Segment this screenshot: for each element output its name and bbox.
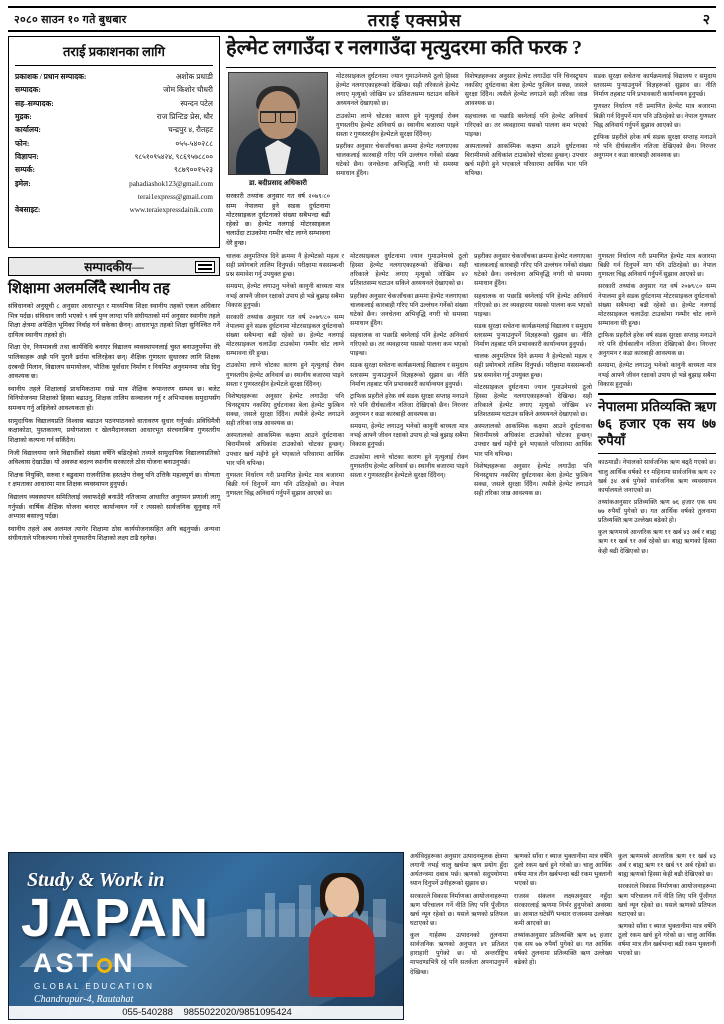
body-paragraph: समग्रमा, हेल्मेट लगाउनु भनेको कानुनी बाध्यता मात्र नभई आफ्नै जीवन रक्षाको उपाय हो भन्ने बुझाइ सबैमा विकास हुनुपर्छ। bbox=[598, 362, 716, 388]
body-paragraph: सहचालक वा पछाडि बस्नेलाई पनि हेल्मेट अनिवार्य गरिएको छ। तर व्यवहारमा यसको पालना कम भएको पाइन्छ। bbox=[474, 292, 592, 318]
ad-person-photo bbox=[299, 877, 385, 997]
article-column-1 bbox=[226, 252, 344, 856]
body-paragraph: कुल ऋणमध्ये आन्तरिक ऋण ११ खर्ब ४३ अर्ब र बाह्य ऋण ११ खर्ब ९१ अर्ब रहेको छ। बाह्य ऋणको हिस्सा केही बढी देखिएको छ। bbox=[618, 853, 716, 879]
imprint-label: विज्ञापन: bbox=[15, 152, 39, 162]
imprint-label: सह–सम्पादक: bbox=[15, 98, 54, 108]
editorial-bar bbox=[8, 257, 220, 276]
lead-paragraph: मोटरसाइकल दुर्घटनामा ज्यान गुमाउनेमध्ये ठूलो हिस्सा हेल्मेट नलगाएकाहरूको देखिन्छ। सही तरिकाले हेल्मेट लगाए मृत्युको जोखिम ४२ प्रतिशतसम्म घटाउन सकिने अध्ययनले देखाएको छ। bbox=[336, 73, 459, 108]
body-paragraph: विशेषज्ञहरूका अनुसार हेल्मेट लगाउँदा पनि चिनस्ट्र्याप नकसिए दुर्घटनाका बेला हेल्मेट फुत्किन सक्छ, जसले सुरक्षा दिँदैन। त्यसैले हेल्मेट लगाउने सही तरिका जान्न आवश्यक छ। bbox=[474, 462, 592, 497]
ad-phone-bar[interactable] bbox=[9, 1006, 404, 1019]
lead-column-4 bbox=[593, 72, 716, 248]
body-paragraph: चालक अनुमतिपत्र दिने क्रममा नै हेल्मेटको महत्व र सही प्रयोगबारे तालिम दिनुपर्छ। परीक्षामा यससम्बन्धी प्रश्न समावेश गर्नु उपयुक्त हुन्छ। bbox=[226, 253, 344, 279]
newspaper-icon bbox=[195, 261, 215, 273]
second-headline: नेपालमा प्रतिव्यक्ति ऋण ७६ हजार एक सय ७७ रुपैयाँ bbox=[598, 393, 716, 455]
email-value[interactable]: terai1express@gmail.com bbox=[137, 193, 213, 202]
bottom-column-1 bbox=[410, 852, 508, 1020]
editorial-paragraph: स्थानीय तहले शिक्षालाई प्राथमिकतामा राखे मात्र शैक्षिक रूपान्तरण सम्भव छ। बजेट विनियोजनमा शिक्षाको हिस्सा बढाउनु, शिक्षक तालिम सञ्चालन गर्नु र अभिभावक समुदायसँग समन्वय गर्नु अहिलेको आवश्यकता हो। bbox=[8, 385, 220, 413]
ad-brand-subtitle: GLOBAL EDUCATION bbox=[34, 982, 155, 991]
body-paragraph: सरकारले विकास निर्माणका आयोजनाहरूमा ऋण परिचालन गर्ने नीति लिए पनि पुँजीगत खर्च न्यून रहेको छ। यसले ऋणको प्रतिफल घटाएको छ। bbox=[410, 892, 508, 927]
lead-headline: हेल्मेट लगाउँदा र नलगाउँदा मृत्युदरमा कति फरक ? bbox=[226, 36, 716, 68]
editorial-column bbox=[8, 252, 220, 856]
imprint-value: स्पन्दन पटेल bbox=[180, 98, 213, 108]
ad-study-label: Study & Work in bbox=[27, 869, 165, 891]
body-paragraph: सडक सुरक्षा सचेतना कार्यक्रमलाई विद्यालय र समुदाय स्तरसम्म पुर्‍याउनुपर्ने विज्ञहरूको सुझाव छ। नीति निर्माण तहबाट पनि प्रभावकारी कार्यान्वयन हुनुपर्छ। bbox=[350, 362, 468, 388]
imprint-value: जोम किशोर चौधरी bbox=[163, 85, 213, 95]
newspaper-title: तराई एक्सप्रेस bbox=[367, 10, 462, 30]
body-paragraph: गुणस्तर निर्धारण गरी प्रमाणित हेल्मेट मात्र बजारमा बिक्री गर्न दिनुपर्ने माग पनि उठिरहेको छ। नेपाल गुणस्तर चिह्न अनिवार्य गर्नुपर्ने सुझाव आएको छ। bbox=[226, 471, 344, 497]
bottom-article-columns bbox=[410, 852, 716, 1020]
body-paragraph: मोटरसाइकल दुर्घटनामा ज्यान गुमाउनेमध्ये ठूलो हिस्सा हेल्मेट नलगाएकाहरूको देखिन्छ। सही तरिकाले हेल्मेट लगाए मृत्युको जोखिम ४२ प्रतिशतसम्म घटाउन सकिने अध्ययनले देखाएको छ। bbox=[350, 253, 468, 288]
ad-phone-landline[interactable]: 055-540288 bbox=[122, 1007, 173, 1018]
body-paragraph: ऋणको साँवा र ब्याज भुक्तानीमा मात्र वर्षेनि ठूलो रकम खर्च हुने गरेको छ। चालु आर्थिक वर्षमा मात्र तीन खर्बभन्दा बढी रकम भुक्तानी भएको छ। bbox=[514, 853, 612, 888]
imprint-row bbox=[15, 99, 213, 110]
body-paragraph: समग्रमा, हेल्मेट लगाउनु भनेको कानुनी बाध्यता मात्र नभई आफ्नै जीवन रक्षाको उपाय हो भन्ने बुझाइ सबैमा विकास हुनुपर्छ। bbox=[350, 423, 468, 449]
lead-paragraph: सरकारी तथ्यांक अनुसार गत वर्ष २०७९/८० सम्म नेपालमा हुने सडक दुर्घटनामा मोटरसाइकल दुर्घटनाको संख्या सबैभन्दा बढी रहेको छ। हेल्मेट नलगाई मोटरसाइकल चलाउँदा टाउकोमा गम्भीर चोट लाग्ने सम्भावना धेरै हुन्छ। bbox=[226, 193, 330, 247]
author-byline: डा. बदीप्रसाद अधिकारी bbox=[249, 179, 307, 188]
body-paragraph: कुल गार्हस्थ्य उत्पादनको तुलनामा सार्वजनिक ऋणको अनुपात ४१ प्रतिशत हाराहारी पुगेको छ। यो अन्तर्राष्ट्रिय मापदण्डभित्रै रहे पनि सतर्कता अपनाउनुपर्ने देखिन्छ। bbox=[410, 932, 508, 976]
body-paragraph: टाउकोमा लाग्ने चोटका कारण हुने मृत्युलाई रोक्न गुणस्तरीय हेल्मेट अनिवार्य छ। स्थानीय बजारमा पाइने सस्ता र गुणस्तरहीन हेल्मेटले सुरक्षा दिँदैनन्। bbox=[226, 362, 344, 388]
editorial-bar-label: सम्पादकीय— bbox=[84, 260, 144, 274]
imprint-row bbox=[15, 85, 213, 96]
page-number: २ bbox=[702, 12, 710, 28]
imprint-value: ०५५-५४०२८८ bbox=[175, 138, 213, 148]
website-value[interactable]: www.teraiexpressdainik.com bbox=[129, 206, 213, 215]
bottom-column-3 bbox=[618, 852, 716, 1020]
body-paragraph: सरकारले विकास निर्माणका आयोजनाहरूमा ऋण परिचालन गर्ने नीति लिए पनि पुँजीगत खर्च न्यून रहेको छ। यसले ऋणको प्रतिफल घटाएको छ। bbox=[618, 883, 716, 918]
body-paragraph: अस्पतालको आकस्मिक कक्षमा आउने दुर्घटनाका बिरामीमध्ये अधिकांश टाउकोको चोटका हुन्छन्। उपचार खर्च महँगो हुने भएकाले परिवारमा आर्थिक भार पनि थपिन्छ। bbox=[226, 432, 344, 467]
imprint-row bbox=[15, 125, 213, 136]
lead-story bbox=[226, 36, 716, 248]
second-story-paragraph: तथ्यांकअनुसार प्रतिव्यक्ति ऋण ७६ हजार एक सय ७७ रुपैयाँ पुगेको छ। गत आर्थिक वर्षको तुलनामा प्रतिव्यक्ति ऋण उल्लेख्य बढेको हो। bbox=[598, 498, 716, 525]
article-columns bbox=[226, 252, 716, 856]
imprint-value: राज प्रिन्टिङ प्रेस, थौर bbox=[156, 111, 213, 121]
editorial-paragraph: शिक्षा ऐन, नियमावली तथा कार्यविधि बनाएर विद्यालय व्यवस्थापनलाई चुस्त बनाउनुपर्नेमा धेरै पालिकाहरू अझै पनि पुरानै ढर्रामा चलिरहेका छन्। शैक्षिक गुणस्तर सुधारका लागि शिक्षक दरबन्दी मिलान, विद्यालय समायोजन, भौतिक पूर्वाधार निर्माण र नियमित अनुगमनमा जोड दिनु आवश्यक छ। bbox=[8, 344, 220, 381]
editorial-paragraph: स्थानीय तहले अब अलमल त्यागेर शिक्षामा ठोस कार्ययोजनासहित अघि बढ्नुपर्छ। अन्यथा संघीयताले परिकल्पना गरेको गुणस्तरीय शिक्षाको लक्ष्य टाढै रहनेछ। bbox=[8, 525, 220, 543]
masthead bbox=[8, 6, 716, 32]
body-paragraph: विशेषज्ञहरूका अनुसार हेल्मेट लगाउँदा पनि चिनस्ट्र्याप नकसिए दुर्घटनाका बेला हेल्मेट फुत्किन सक्छ, जसले सुरक्षा दिँदैन। त्यसैले हेल्मेट लगाउने सही तरिका जान्न आवश्यक छ। bbox=[226, 392, 344, 428]
body-paragraph: सरकारी तथ्यांक अनुसार गत वर्ष २०७९/८० सम्म नेपालमा हुने सडक दुर्घटनामा मोटरसाइकल दुर्घटनाको संख्या सबैभन्दा बढी रहेको छ। हेल्मेट नलगाई मोटरसाइकल चलाउँदा टाउकोमा गम्भीर चोट लाग्ने सम्भावना धेरै हुन्छ। bbox=[226, 313, 344, 358]
main-content bbox=[8, 252, 716, 856]
lead-paragraph: गुणस्तर निर्धारण गरी प्रमाणित हेल्मेट मात्र बजारमा बिक्री गर्न दिनुपर्ने माग पनि उठिरहेको छ। नेपाल गुणस्तर चिह्न अनिवार्य गर्नुपर्ने सुझाव आएको छ। bbox=[593, 103, 716, 129]
ad-address: Chandrapur-4, Rautahat bbox=[34, 994, 134, 1005]
imprint-box bbox=[8, 36, 220, 248]
lead-paragraph: सहचालक वा पछाडि बस्नेलाई पनि हेल्मेट अनिवार्य गरिएको छ। तर व्यवहारमा यसको पालना कम भएको पाइन्छ। bbox=[464, 112, 588, 138]
imprint-label: कार्यालय: bbox=[15, 125, 41, 135]
second-story-paragraph: कुल ऋणमध्ये आन्तरिक ऋण ११ खर्ब ४३ अर्ब र बाह्य ऋण ११ खर्ब ९१ अर्ब रहेको छ। बाह्य ऋणको हिस्सा केही बढी देखिएको छ। bbox=[598, 529, 716, 555]
body-paragraph: गुणस्तर निर्धारण गरी प्रमाणित हेल्मेट मात्र बजारमा बिक्री गर्न दिनुपर्ने माग पनि उठिरहेको छ। नेपाल गुणस्तर चिह्न अनिवार्य गर्नुपर्ने सुझाव आएको छ। bbox=[598, 253, 716, 279]
imprint-label: वेबसाइट: bbox=[15, 205, 41, 215]
imprint-heading: तराई प्रकाशनका लागि bbox=[15, 43, 213, 66]
imprint-label: इमेल: bbox=[15, 178, 31, 188]
bottom-column-2 bbox=[514, 852, 612, 1020]
body-paragraph: चालक अनुमतिपत्र दिने क्रममा नै हेल्मेटको महत्व र सही प्रयोगबारे तालिम दिनुपर्छ। परीक्षामा यससम्बन्धी प्रश्न समावेश गर्नु उपयुक्त हुन्छ। bbox=[474, 353, 592, 379]
body-paragraph: अर्थविद्हरूका अनुसार उत्पादनमूलक क्षेत्रमा लगानी नभई चालु खर्चमा ऋण प्रयोग हुँदा अर्थतन्त्रमा दबाब पर्छ। ऋणको सदुपयोगमा ध्यान दिनुपर्ने उनीहरूको सुझाव छ। bbox=[410, 853, 508, 888]
imprint-row bbox=[15, 112, 213, 123]
body-paragraph: सडक सुरक्षा सचेतना कार्यक्रमलाई विद्यालय र समुदाय स्तरसम्म पुर्‍याउनुपर्ने विज्ञहरूको सुझाव छ। नीति निर्माण तहबाट पनि प्रभावकारी कार्यान्वयन हुनुपर्छ। bbox=[474, 322, 592, 349]
imprint-label: सम्पर्क: bbox=[15, 165, 35, 175]
body-paragraph: ट्राफिक प्रहरीले हरेक वर्ष सडक सुरक्षा सप्ताह मनाउने गरे पनि दीर्घकालीन नतिजा देखिएको छैन। निरन्तर अनुगमन र कडा कारबाही आवश्यक छ। bbox=[350, 392, 468, 418]
body-paragraph: तथ्यांकअनुसार प्रतिव्यक्ति ऋण ७६ हजार एक सय ७७ रुपैयाँ पुगेको छ। गत आर्थिक वर्षको तुलनामा प्रतिव्यक्ति ऋण उल्लेख्य बढेको हो। bbox=[514, 932, 612, 967]
imprint-value: ९८७९००१५२३ bbox=[174, 165, 213, 175]
body-paragraph: ऋणको साँवा र ब्याज भुक्तानीमा मात्र वर्षेनि ठूलो रकम खर्च हुने गरेको छ। चालु आर्थिक वर्षमा मात्र तीन खर्बभन्दा बढी रकम भुक्तानी भएको छ। bbox=[618, 922, 716, 958]
editorial-paragraph: निजी विद्यालयमा जाने विद्यार्थीको संख्या वर्षेनि बढिरहेको तथ्यले सामुदायिक विद्यालयप्रतिको अविश्वास देखाउँछ। यो अवस्था बदल्न स्थानीय सरकारले ठोस योजना बनाउनुपर्छ। bbox=[8, 449, 220, 467]
body-paragraph: समग्रमा, हेल्मेट लगाउनु भनेको कानुनी बाध्यता मात्र नभई आफ्नै जीवन रक्षाको उपाय हो भन्ने बुझाइ सबैमा विकास हुनुपर्छ। bbox=[226, 283, 344, 309]
imprint-label: सम्पादक: bbox=[15, 85, 41, 95]
lead-paragraph: ट्राफिक प्रहरीले हरेक वर्ष सडक सुरक्षा सप्ताह मनाउने गरे पनि दीर्घकालीन नतिजा देखिएको छैन। निरन्तर अनुगमन र कडा कारबाही आवश्यक छ। bbox=[593, 133, 716, 159]
circle-icon bbox=[97, 958, 112, 973]
body-paragraph: मोटरसाइकल दुर्घटनामा ज्यान गुमाउनेमध्ये ठूलो हिस्सा हेल्मेट नलगाएकाहरूको देखिन्छ। सही तरिकाले हेल्मेट लगाए मृत्युको जोखिम ४२ प्रतिशतसम्म घटाउन सकिने अध्ययनले देखाएको छ। bbox=[474, 383, 592, 418]
lead-column-2 bbox=[336, 72, 459, 248]
lead-paragraph: प्रहरीका अनुसार चेकजाँचका क्रममा हेल्मेट नलगाएका चालकलाई कारबाही गरिए पनि उल्लंघन गर्नेको संख्या घटेको छैन। जनचेतना अभिवृद्धि नगरी यो समस्या समाधान हुँदैन। bbox=[336, 142, 459, 178]
lead-paragraph: सडक सुरक्षा सचेतना कार्यक्रमलाई विद्यालय र समुदाय स्तरसम्म पुर्‍याउनुपर्ने विज्ञहरूको सुझाव छ। नीति निर्माण तहबाट पनि प्रभावकारी कार्यान्वयन हुनुपर्छ। bbox=[593, 73, 716, 99]
body-paragraph: प्रहरीका अनुसार चेकजाँचका क्रममा हेल्मेट नलगाएका चालकलाई कारबाही गरिए पनि उल्लंघन गर्नेको संख्या घटेको छैन। जनचेतना अभिवृद्धि नगरी यो समस्या समाधान हुँदैन। bbox=[474, 253, 592, 288]
lead-columns bbox=[226, 72, 716, 248]
imprint-label: फोन: bbox=[15, 138, 30, 148]
imprint-row bbox=[15, 139, 213, 150]
ad-brand-logo: AST N bbox=[33, 948, 136, 978]
editorial-title: शिक्षामा अलमलिँदै स्थानीय तह bbox=[8, 281, 170, 297]
body-paragraph: सहचालक वा पछाडि बस्नेलाई पनि हेल्मेट अनिवार्य गरिएको छ। तर व्यवहारमा यसको पालना कम भएको पाइन्छ। bbox=[350, 332, 468, 358]
publication-date: २०८० साउन १० गते बुधबार bbox=[14, 13, 127, 26]
editorial-paragraph: संविधानको अनुसूची ८ अनुसार आधारभूत र माध्यमिक शिक्षा स्थानीय तहको एकल अधिकार भित्र पर्दछ। संविधान जारी भएको ९ वर्ष पुग्न लाग्दा पनि संघीयताको मर्म अनुसार स्थानीय तहले शिक्षा क्षेत्रमा अपेक्षित भूमिका निर्वाह गर्न सकेका छैनन्। आधारभूत तहको शिक्षा सुनिश्चित गर्ने दायित्व स्थानीय तहको हो। bbox=[8, 303, 220, 339]
ad-country-label: JAPAN bbox=[21, 888, 211, 948]
lead-column-3 bbox=[465, 72, 588, 248]
second-story-paragraph: काठमाडौं। नेपालको सार्वजनिक ऋण बढ्दै गएको छ। चालु आर्थिक वर्षको ११ महिनामा सार्वजनिक ऋण २२ खर्ब ३४ अर्ब पुगेको सार्वजनिक ऋण व्यवस्थापन कार्यालयले जनाएको छ। bbox=[598, 459, 716, 494]
imprint-row-email bbox=[15, 179, 213, 190]
imprint-row bbox=[15, 72, 213, 83]
editorial-body bbox=[8, 302, 220, 544]
author-photo bbox=[228, 72, 328, 175]
email-value[interactable]: pahadiashok123@gmail.com bbox=[129, 179, 213, 188]
imprint-label: मुद्रक: bbox=[15, 111, 32, 121]
top-section bbox=[8, 36, 716, 248]
imprint-value: चन्द्रपुर ४, रौतहट bbox=[168, 125, 213, 135]
lead-paragraph: अस्पतालको आकस्मिक कक्षमा आउने दुर्घटनाका बिरामीमध्ये अधिकांश टाउकोको चोटका हुन्छन्। उपचार खर्च महँगो हुने भएकाले परिवारमा आर्थिक भार पनि थपिन्छ। bbox=[464, 142, 588, 178]
author-block bbox=[226, 72, 330, 248]
advertisement-japan-study[interactable] bbox=[8, 852, 404, 1020]
body-paragraph: ट्राफिक प्रहरीले हरेक वर्ष सडक सुरक्षा सप्ताह मनाउने गरे पनि दीर्घकालीन नतिजा देखिएको छैन। निरन्तर अनुगमन र कडा कारबाही आवश्यक छ। bbox=[598, 332, 716, 358]
article-column-4 bbox=[598, 252, 716, 856]
imprint-value: अशोक प्रधाडी bbox=[175, 71, 213, 81]
lead-paragraph: विशेषज्ञहरूका अनुसार हेल्मेट लगाउँदा पनि चिनस्ट्र्याप नकसिए दुर्घटनाका बेला हेल्मेट फुत्किन सक्छ, जसले सुरक्षा दिँदैन। त्यसैले हेल्मेट लगाउने सही तरिका जान्न आवश्यक छ। bbox=[464, 73, 588, 108]
body-paragraph: प्रहरीका अनुसार चेकजाँचका क्रममा हेल्मेट नलगाएका चालकलाई कारबाही गरिए पनि उल्लंघन गर्नेको संख्या घटेको छैन। जनचेतना अभिवृद्धि नगरी यो समस्या समाधान हुँदैन। bbox=[350, 292, 468, 327]
imprint-row bbox=[15, 165, 213, 176]
lead-paragraph: टाउकोमा लाग्ने चोटका कारण हुने मृत्युलाई रोक्न गुणस्तरीय हेल्मेट अनिवार्य छ। स्थानीय बजारमा पाइने सस्ता र गुणस्तरहीन हेल्मेटले सुरक्षा दिँदैनन्। bbox=[336, 112, 459, 138]
imprint-row-email-2 bbox=[15, 192, 213, 202]
article-column-2 bbox=[350, 252, 468, 856]
ad-phone-mobile[interactable]: 9855022020/9851095424 bbox=[183, 1007, 292, 1018]
article-column-3 bbox=[474, 252, 592, 856]
imprint-row bbox=[15, 152, 213, 163]
imprint-label: प्रकाशक / प्रधान सम्पादक: bbox=[15, 71, 87, 81]
body-paragraph: सरकारी तथ्यांक अनुसार गत वर्ष २०७९/८० सम्म नेपालमा हुने सडक दुर्घटनामा मोटरसाइकल दुर्घटनाको संख्या सबैभन्दा बढी रहेको छ। हेल्मेट नलगाई मोटरसाइकल चलाउँदा टाउकोमा गम्भीर चोट लाग्ने सम्भावना धेरै हुन्छ। bbox=[598, 283, 716, 327]
imprint-row-website bbox=[15, 205, 213, 216]
body-paragraph: अस्पतालको आकस्मिक कक्षमा आउने दुर्घटनाका बिरामीमध्ये अधिकांश टाउकोको चोटका हुन्छन्। उपचार खर्च महँगो हुने भएकाले परिवारमा आर्थिक भार पनि थपिन्छ। bbox=[474, 423, 592, 458]
editorial-paragraph: सामुदायिक विद्यालयप्रति विश्वास बढाउन पठनपाठनको वातावरण सुधार गर्नुपर्छ। प्रविधिमैत्री कक्षाकोठा, पुस्तकालय, प्रयोगशाला र खेलमैदानजस्ता आधारभूत संरचनाबिना गुणस्तरीय शिक्षाको कल्पना गर्न सकिँदैन। bbox=[8, 417, 220, 444]
body-paragraph: राजस्व संकलन लक्ष्यअनुसार नहुँदा सरकारलाई ऋणमा निर्भर हुनुपरेको अवस्था छ। आयात घटेसँगै भन्सार राजस्वमा उल्लेख्य कमी आएको छ। bbox=[514, 892, 612, 927]
editorial-paragraph: शिक्षक नियुक्ति, सरुवा र बढुवामा राजनीतिक हस्तक्षेप रोक्नु पनि उत्तिकै महत्वपूर्ण छ। योग्यता र क्षमताका आधारमा मात्र शिक्षक व्यवस्थापन हुनुपर्छ। bbox=[8, 471, 220, 489]
editorial-paragraph: विद्यालय व्यवस्थापन समितिलाई जवाफदेही बनाउँदै नतिजामा आधारित अनुगमन प्रणाली लागू गर्नुपर्छ। वार्षिक शैक्षिक योजना बनाएर कार्यान्वयन गर्ने र त्यसको सार्वजनिक सुनुवाइ गर्ने अभ्यास बसाल्नु पर्दछ। bbox=[8, 493, 220, 521]
imprint-value: ९८५१०९५४२४, ९८६९५७८८०० bbox=[134, 153, 213, 162]
body-paragraph: टाउकोमा लाग्ने चोटका कारण हुने मृत्युलाई रोक्न गुणस्तरीय हेल्मेट अनिवार्य छ। स्थानीय बजारमा पाइने सस्ता र गुणस्तरहीन हेल्मेटले सुरक्षा दिँदैनन्। bbox=[350, 453, 468, 479]
